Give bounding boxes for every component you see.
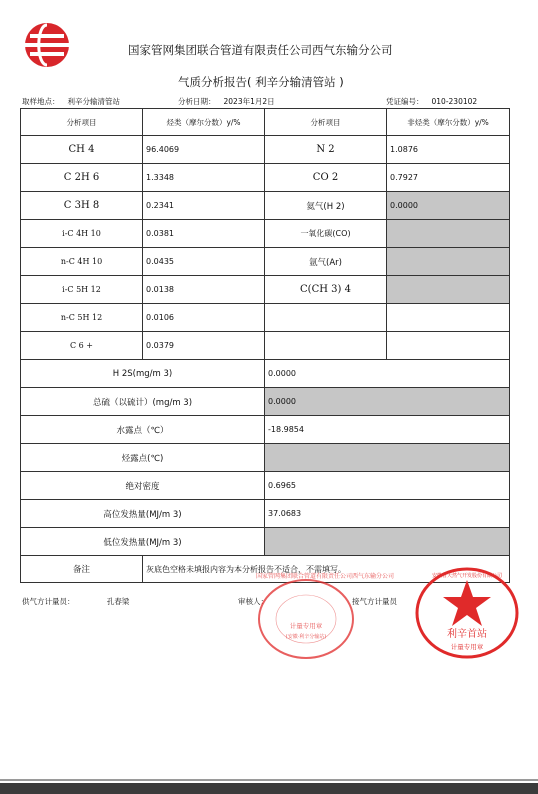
value-neopentane [387,276,510,304]
lhv-label: 低位发热量(MJ/m 3) [21,528,265,556]
water-dew-point-label: 水露点（℃） [21,416,265,444]
component-n2: N 2 [265,136,387,164]
water-dew-point-value: -18.9854 [265,416,510,444]
table-row [21,192,510,220]
component-neopentane: C(CH 3) 4 [265,276,387,304]
table-row [21,332,510,360]
value-c3h8: 0.2341 [143,192,265,220]
company-name: 国家管网集团联合管道有限责任公司西气东输分公司 [128,43,393,57]
value-n2: 1.0876 [387,136,510,164]
table-row [21,248,510,276]
table-row [21,416,510,444]
right-seal-sub-text: 计量专用章 [450,643,484,651]
component-ic5h12: i-C 5H 12 [21,276,143,304]
table-row [21,276,510,304]
total-sulfur-label: 总硫（以硫计）(mg/m 3) [21,388,265,416]
hhv-value: 37.0683 [265,500,510,528]
table-row [21,304,510,332]
h2s-label: H 2S(mg/m 3) [21,360,265,388]
absolute-density-value: 0.6965 [265,472,510,500]
component-empty [265,304,387,332]
component-nc5h12: n-C 5H 12 [21,304,143,332]
component-ic4h10: i-C 4H 10 [21,220,143,248]
remark-text: 灰底色空格未填报内容为本分析报告不适合，不需填写。 [143,556,510,583]
table-row [21,388,510,416]
component-co2: CO 2 [265,164,387,192]
company-logo-icon [22,22,72,68]
col-header-hydrocarbon: 烃类（摩尔分数）y/% [143,109,265,136]
value-co2: 0.7927 [387,164,510,192]
footer-bar [0,783,538,794]
value-empty [387,304,510,332]
table-row [21,500,510,528]
analysis-table [20,108,510,583]
table-row [21,360,510,388]
reviewer-signature: 审核人： [238,597,268,606]
component-nc4h10: n-C 4H 10 [21,248,143,276]
value-nc4h10: 0.0435 [143,248,265,276]
component-c3h8: C 3H 8 [21,192,143,220]
table-row [21,444,510,472]
value-ch4: 96.4069 [143,136,265,164]
value-c2h6: 1.3348 [143,164,265,192]
component-empty [265,332,387,360]
voucher-number: 凭证编号： 010-230102 [386,97,478,106]
sampling-site: 取样地点： 利辛分输清管站 [22,97,120,106]
value-c6plus: 0.0379 [143,332,265,360]
value-ic4h10: 0.0381 [143,220,265,248]
component-c2h6: C 2H 6 [21,164,143,192]
right-seal-center-text: 利辛首站 [447,629,487,640]
receiver-signature: 接气方计量员 [352,597,397,606]
value-empty [387,332,510,360]
left-seal-center-text: 计量专用章 [289,622,323,630]
component-ch4: CH 4 [21,136,143,164]
left-seal-sub-text: (安徽·利辛分输站) [285,634,327,640]
table-row [21,136,510,164]
table-header-row [21,109,510,136]
value-ic5h12: 0.0138 [143,276,265,304]
footer-divider [0,779,538,781]
table-row [21,164,510,192]
left-seal-ring-text: 国家管网集团联合管道有限责任公司西气东输分公司 [256,573,395,580]
supplier-signature: 供气方计量员： 孔春梁 [22,597,130,606]
table-row [21,528,510,556]
col-header-nonhydrocarbon: 非烃类（摩尔分数）y/% [387,109,510,136]
col-header-item: 分析项目 [21,109,143,136]
hc-dew-point-value [265,444,510,472]
component-co: 一氧化碳(CO) [265,220,387,248]
value-h2: 0.0000 [387,192,510,220]
value-ar [387,248,510,276]
right-seal-ring-text: 安徽省天然气开发股份有限公司 [431,573,503,579]
h2s-value: 0.0000 [265,360,510,388]
component-c6plus: C 6 + [21,332,143,360]
absolute-density-label: 绝对密度 [21,472,265,500]
component-ar: 氩气(Ar) [265,248,387,276]
component-h2: 氦气(H 2) [265,192,387,220]
remark-label: 备注 [21,556,143,583]
table-row [21,220,510,248]
value-co [387,220,510,248]
analysis-date: 分析日期： 2023年1月2日 [178,97,275,106]
supplier-name: 孔春梁 [106,597,130,606]
right-seal-stamp [414,566,520,660]
table-row [21,472,510,500]
col-header-item2: 分析项目 [265,109,387,136]
report-title: 气质分析报告( 利辛分输清管站 ) [178,75,344,89]
hc-dew-point-label: 烃露点(℃) [21,444,265,472]
hhv-label: 高位发热量(MJ/m 3) [21,500,265,528]
total-sulfur-value: 0.0000 [265,388,510,416]
value-nc5h12: 0.0106 [143,304,265,332]
lhv-value [265,528,510,556]
